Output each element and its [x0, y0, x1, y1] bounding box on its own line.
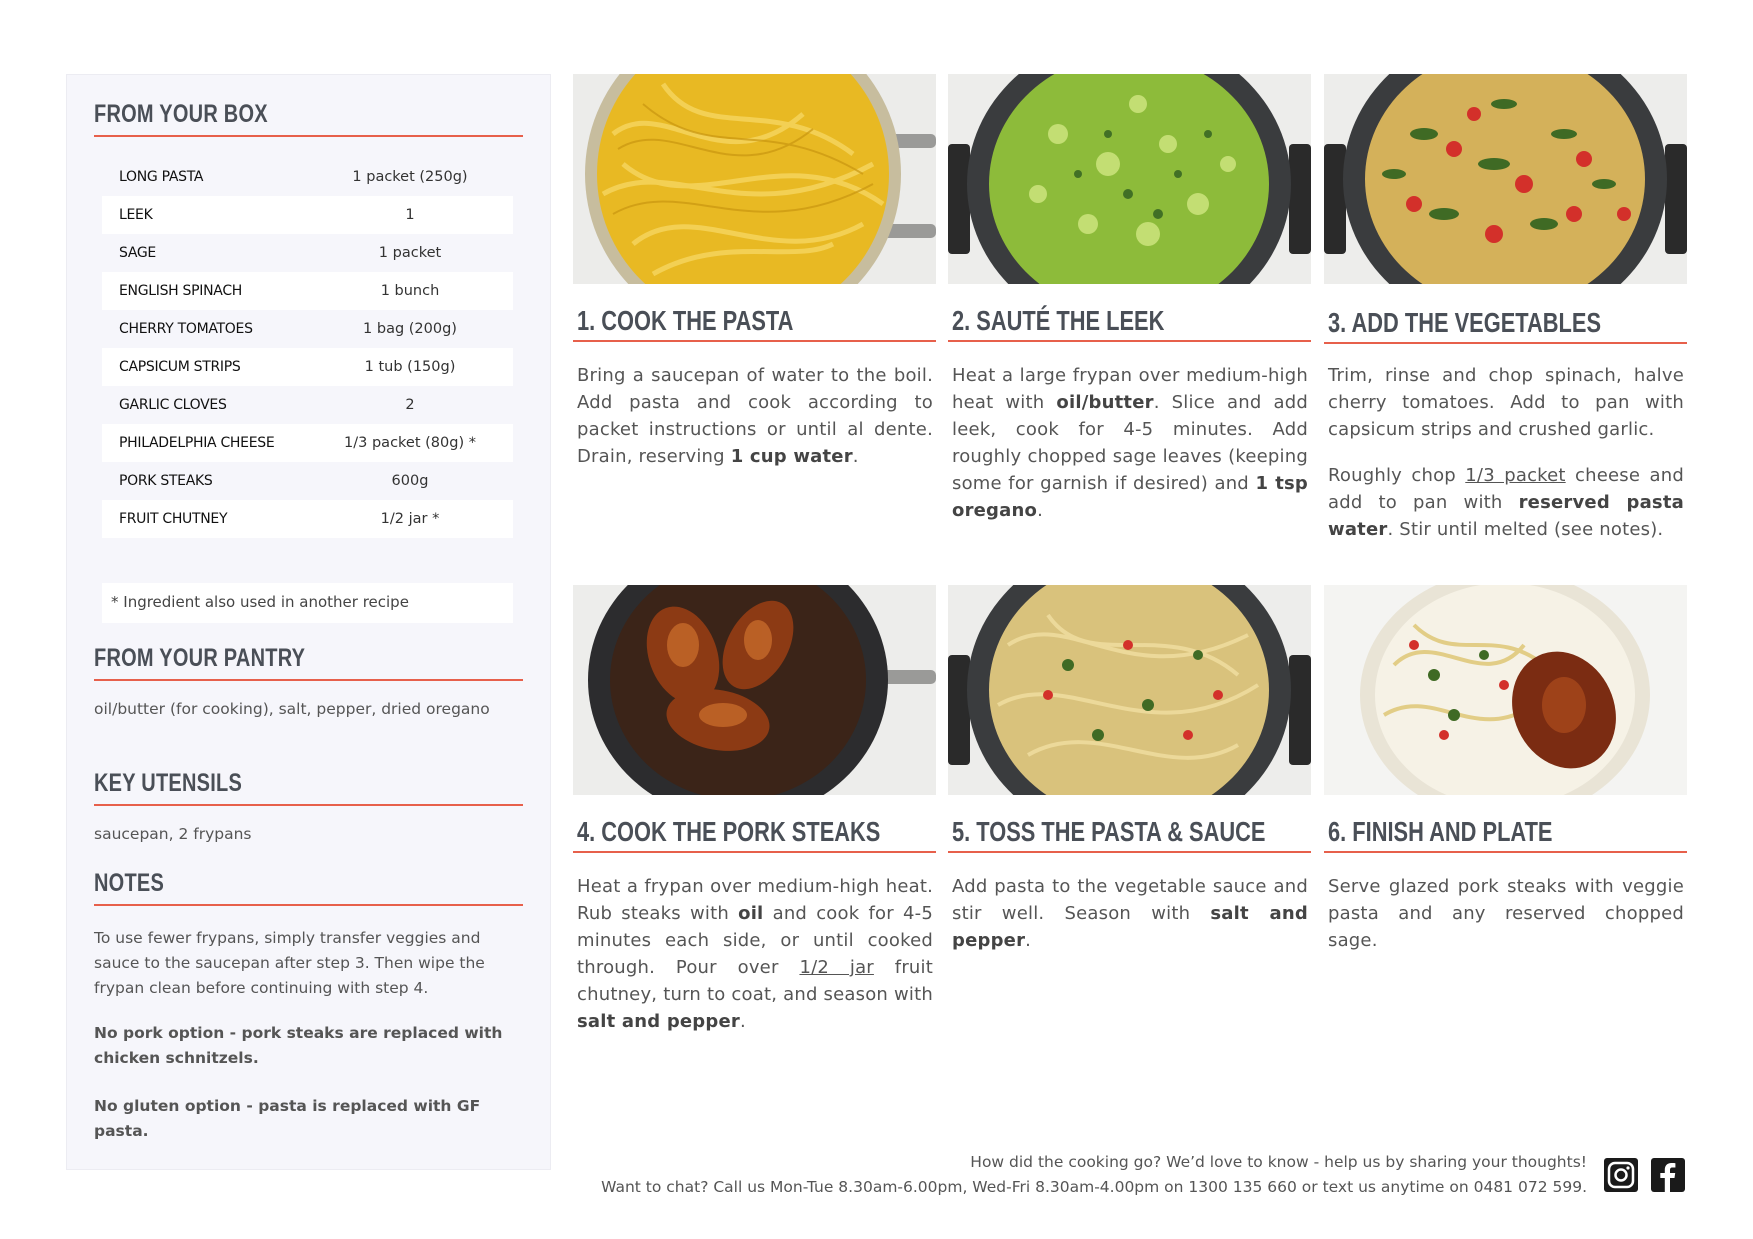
from-your-pantry-heading: FROM YOUR PANTRY [94, 644, 306, 672]
ingredient-footnote: * Ingredient also used in another recipe [102, 583, 513, 623]
ingredient-row [102, 234, 513, 272]
plated-dish-photo [1324, 585, 1687, 795]
ingredient-name: PORK STEAKS [119, 473, 213, 489]
ingredient-qty: 1/2 jar * [380, 511, 440, 527]
ingredient-row [102, 386, 513, 424]
heading-rule [94, 904, 523, 906]
ingredient-row [102, 272, 513, 310]
step-1 [573, 74, 936, 467]
heading-rule [94, 804, 523, 806]
step-4 [573, 585, 936, 1032]
from-your-box-heading: FROM YOUR BOX [94, 100, 268, 128]
ingredient-name: FRUIT CHUTNEY [119, 511, 228, 527]
instagram-icon[interactable] [1603, 1157, 1639, 1193]
step-rule [948, 340, 1311, 342]
ingredient-name: LEEK [119, 207, 153, 223]
ingredient-name: GARLIC CLOVES [119, 397, 227, 413]
pasta-saucepan-photo [573, 74, 936, 284]
ingredient-row [102, 500, 513, 538]
step-rule [948, 851, 1311, 853]
step-title: 3. ADD THE VEGETABLES [1328, 307, 1602, 338]
ingredient-qty: 1 bag (200g) [363, 321, 457, 337]
key-utensils-heading: KEY UTENSILS [94, 769, 243, 797]
ingredient-row [102, 462, 513, 500]
step-instructions: Heat a large frypan over medium-high heat with oil/butter. Slice and add leek, cook for 4-5 minutes. Add roughly chopped sage leaves (keeping some for garnish if desired) and 1 tsp oregano. [952, 365, 1309, 521]
heading-rule [94, 135, 523, 137]
step-instructions: Bring a saucepan of water to the boil. Add pasta and cook according to packet instructions or until al dente. Drain, reserving 1 cup water. [577, 365, 933, 467]
step-rule [573, 851, 936, 853]
step-title: 4. COOK THE PORK STEAKS [577, 816, 881, 847]
ingredient-name: ENGLISH SPINACH [119, 283, 243, 299]
pork-steaks-photo [573, 585, 936, 795]
ingredient-row [102, 424, 513, 462]
ingredient-qty: 1/3 packet (80g) * [344, 435, 476, 451]
ingredient-name: SAGE [119, 245, 156, 261]
note-pork-option: No pork option - pork steaks are replaced with chicken schnitzels. [94, 1024, 503, 1067]
step-title: 1. COOK THE PASTA [577, 305, 794, 336]
feedback-footer [601, 1150, 1587, 1200]
step-instructions: Serve glazed pork steaks with veggie pasta and any reserved chopped sage. [1328, 876, 1684, 951]
notes-heading: NOTES [94, 869, 165, 897]
step-5 [948, 585, 1311, 951]
step-rule [573, 340, 936, 342]
ingredient-name: LONG PASTA [119, 169, 204, 185]
step-instructions: Trim, rinse and chop spinach, halve cherry tomatoes. Add to pan with capsicum strips and crushed garlic. Roughly chop 1/3 packet cheese and add to pan with reserved pasta water. Stir until melted (see notes). [1328, 365, 1684, 540]
contact-info: Want to chat? Call us Mon-Tue 8.30am-6.00pm, Wed-Fri 8.30am-4.00pm on 1300 135 660 or text us anytime on 0481 072 599. [601, 1178, 1587, 1196]
ingredient-row [102, 310, 513, 348]
heading-rule [94, 679, 523, 681]
pantry-text: oil/butter (for cooking), salt, pepper, dried oregano [94, 700, 490, 718]
ingredient-name: CHERRY TOMATOES [119, 321, 253, 337]
ingredient-qty: 600g [391, 473, 429, 489]
feedback-prompt: How did the cooking go? We’d love to know - help us by sharing your thoughts! [970, 1153, 1587, 1171]
ingredient-qty: 1 packet (250g) [352, 169, 468, 185]
ingredient-row [102, 348, 513, 386]
step-6 [1324, 585, 1687, 951]
leek-frypan-photo [948, 74, 1311, 284]
step-title: 6. FINISH AND PLATE [1328, 816, 1553, 847]
ingredient-qty: 1 bunch [380, 283, 440, 299]
step-2 [948, 74, 1311, 521]
facebook-icon[interactable] [1650, 1157, 1686, 1193]
ingredient-name: PHILADELPHIA CHEESE [119, 435, 275, 451]
ingredient-qty: 1 [405, 207, 415, 223]
step-instructions: Heat a frypan over medium-high heat. Rub steaks with oil and cook for 4-5 minutes each side, or until cooked through. Pour over 1/2 jar fruit chutney, turn to coat, and season with salt and pepper. [577, 876, 933, 1032]
ingredient-qty: 1 packet [378, 245, 442, 261]
step-instructions: Add pasta to the vegetable sauce and stir well. Season with salt and pepper. [952, 876, 1308, 951]
step-3 [1324, 74, 1687, 540]
step-rule [1324, 851, 1687, 853]
step-title: 2. SAUTÉ THE LEEK [952, 305, 1165, 336]
ingredient-row [102, 196, 513, 234]
utensils-text: saucepan, 2 frypans [94, 825, 252, 843]
ingredient-table [102, 158, 513, 538]
ingredient-row [102, 158, 513, 196]
note-gluten-option: No gluten option - pasta is replaced with GF pasta. [94, 1097, 481, 1140]
step-rule [1324, 342, 1687, 344]
ingredient-name: CAPSICUM STRIPS [119, 359, 241, 375]
tossed-pasta-photo [948, 585, 1311, 795]
ingredient-qty: 1 tub (150g) [364, 359, 456, 375]
ingredients-panel [66, 74, 551, 1170]
step-title: 5. TOSS THE PASTA & SAUCE [952, 816, 1266, 847]
vegetable-sauce-photo [1324, 74, 1687, 284]
notes-text: To use fewer frypans, simply transfer veggies and sauce to the saucepan after step 3. Then wipe the frypan clean before continuing with step 4. [94, 929, 485, 997]
ingredient-qty: 2 [405, 397, 415, 413]
